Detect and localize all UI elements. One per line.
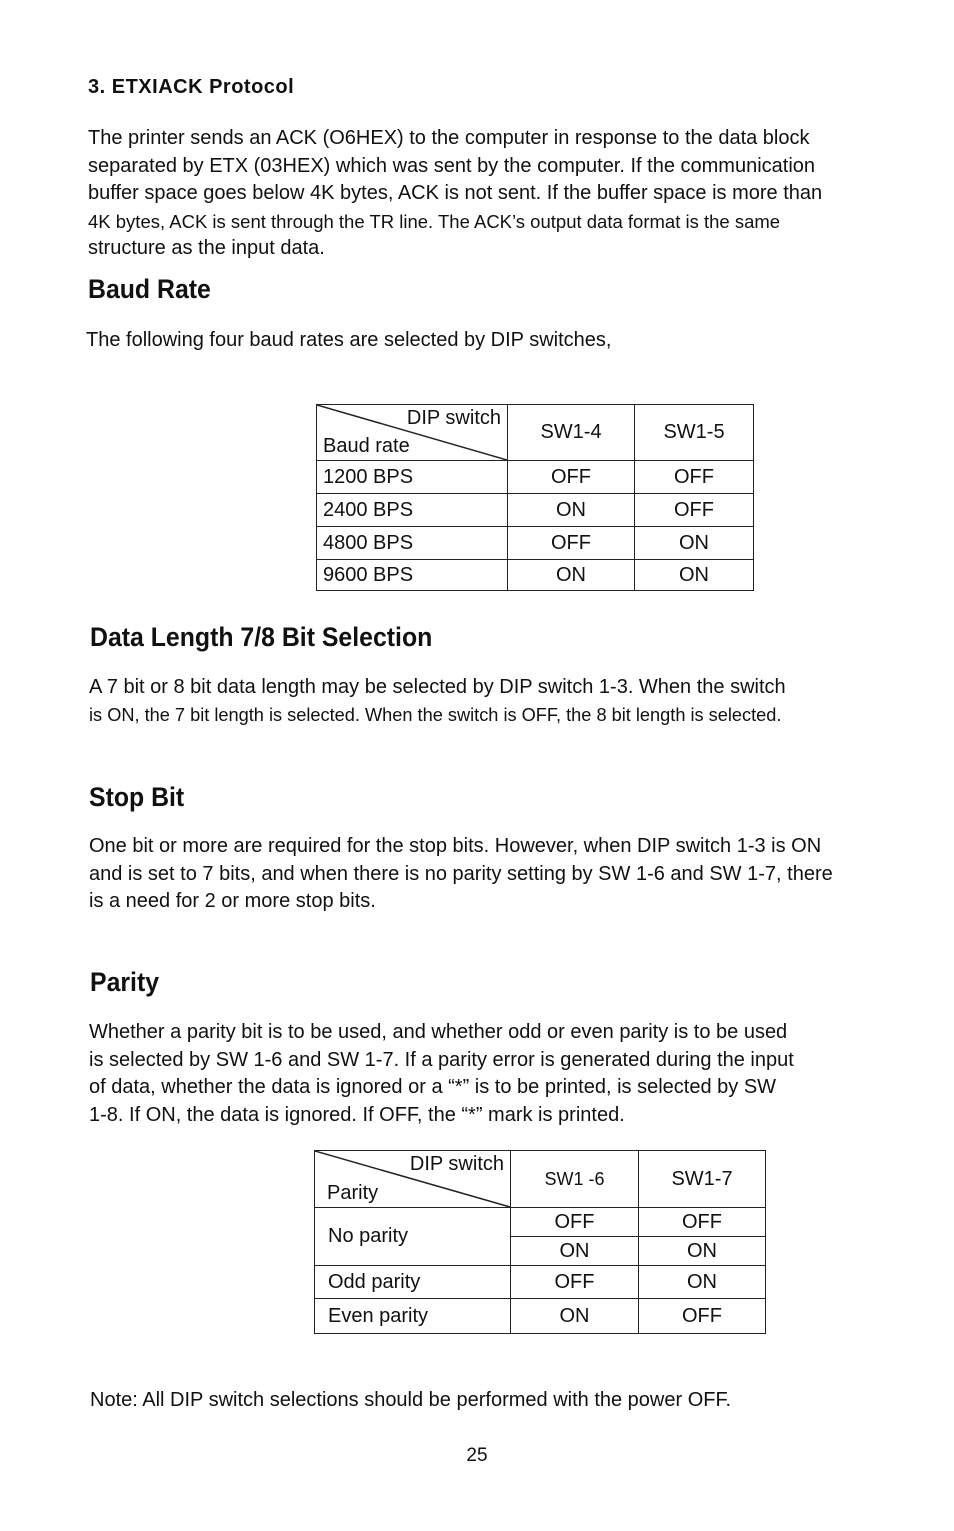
column-header-sw1-5: SW1-5 <box>635 405 754 461</box>
text-line: A 7 bit or 8 bit data length may be selected by DIP switch 1-3. When the switch <box>89 676 786 698</box>
corner-label-parity: Parity <box>327 1182 379 1204</box>
corner-label-dip-switch: DIP switch <box>406 407 501 429</box>
text-line: Whether a parity bit is to be used, and whether odd or even parity is to be used <box>89 1021 788 1043</box>
table-row <box>315 1299 766 1334</box>
parity-table <box>314 1150 766 1334</box>
note-text: Note: All DIP switch selections should be performed with the power OFF. <box>90 1389 732 1411</box>
row-label: 4800 BPS <box>317 527 508 560</box>
cell-value: ON <box>511 1237 639 1266</box>
cell-value: ON <box>639 1237 766 1266</box>
text-line: structure as the input data. <box>88 237 325 259</box>
row-label: 2400 BPS <box>317 494 508 527</box>
paragraph-stop-bit <box>89 833 905 916</box>
text-line: is ON, the 7 bit length is selected. When the switch is OFF, the 8 bit length is selected. <box>89 704 782 725</box>
cell-value: ON <box>639 1266 766 1299</box>
column-header-sw1-6: SW1 -6 <box>511 1151 639 1208</box>
text-line: is selected by SW 1-6 and SW 1-7. If a parity error is generated during the input <box>89 1048 794 1071</box>
row-label: Odd parity <box>315 1266 511 1299</box>
text-line: of data, whether the data is ignored or a “*” is to be printed, is selected by SW <box>89 1076 777 1098</box>
cell-value: OFF <box>508 461 635 494</box>
text-line: One bit or more are required for the stop bits. However, when DIP switch 1-3 is ON <box>89 835 822 857</box>
section-heading-parity: Parity <box>90 967 160 997</box>
text-line: 1-8. If ON, the data is ignored. If OFF, the “*” mark is printed. <box>89 1103 625 1126</box>
paragraph-etx-ack <box>88 125 899 263</box>
column-header-sw1-4: SW1-4 <box>508 405 635 461</box>
text-line: The printer sends an ACK (O6HEX) to the computer in response to the data block <box>88 127 810 149</box>
cell-value: OFF <box>635 494 754 527</box>
table-row <box>317 461 754 494</box>
cell-value: OFF <box>508 527 635 560</box>
table-row <box>317 527 754 560</box>
paragraph-data-length <box>89 674 897 729</box>
table-row <box>317 560 754 591</box>
text-line: is a need for 2 or more stop bits. <box>89 890 376 912</box>
baud-rate-table <box>316 404 754 591</box>
row-label: 9600 BPS <box>317 560 508 591</box>
table-corner-header <box>315 1151 511 1208</box>
table-corner-header <box>317 405 508 461</box>
column-header-sw1-7: SW1-7 <box>639 1151 766 1208</box>
section-heading-baud-rate: Baud Rate <box>88 274 211 304</box>
section-heading-etx-ack: 3. ETXIACK Protocol <box>88 76 295 98</box>
cell-value: ON <box>508 560 635 591</box>
cell-value: OFF <box>635 461 754 494</box>
row-label: Even parity <box>315 1299 511 1334</box>
paragraph-parity <box>89 1019 901 1129</box>
text-line: buffer space goes below 4K bytes, ACK is not sent. If the buffer space is more than <box>88 182 823 204</box>
cell-value: ON <box>635 560 754 591</box>
row-label: 1200 BPS <box>317 461 508 494</box>
corner-label-dip-switch: DIP switch <box>409 1153 504 1175</box>
section-heading-stop-bit: Stop Bit <box>89 782 185 812</box>
page-number: 25 <box>466 1445 488 1466</box>
table-row <box>317 494 754 527</box>
cell-value: OFF <box>511 1208 639 1237</box>
cell-value: OFF <box>511 1266 639 1299</box>
table-row <box>315 1208 766 1237</box>
corner-label-baud-rate: Baud rate <box>323 435 410 457</box>
cell-value: OFF <box>639 1299 766 1334</box>
cell-value: ON <box>635 527 754 560</box>
text-line: and is set to 7 bits, and when there is no parity setting by SW 1-6 and SW 1-7, there <box>89 862 833 885</box>
cell-value: OFF <box>639 1208 766 1237</box>
row-label-no-parity: No parity <box>315 1208 511 1266</box>
text-line: 4K bytes, ACK is sent through the TR line. The ACK’s output data format is the same <box>88 210 781 232</box>
text-line: separated by ETX (03HEX) which was sent by the computer. If the communication <box>88 154 816 177</box>
table-row <box>315 1266 766 1299</box>
cell-value: ON <box>511 1299 639 1334</box>
section-heading-data-length: Data Length 7/8 Bit Selection <box>90 622 433 652</box>
baud-rate-intro: The following four baud rates are selected by DIP switches, <box>86 329 612 351</box>
cell-value: ON <box>508 494 635 527</box>
